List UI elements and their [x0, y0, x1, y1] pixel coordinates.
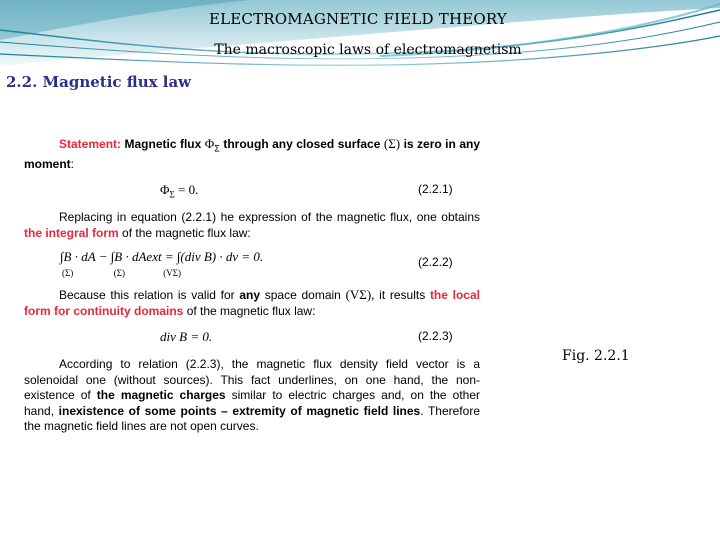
replacing-paragraph	[24, 210, 480, 241]
eq1-flux-symbol: Φ	[160, 182, 170, 198]
header-banner	[0, 0, 720, 80]
eq2-expression: ∫B · dA − ∫B · dAext = ∫(div B) · dv = 0.	[60, 249, 264, 265]
surface-symbol: (Σ)	[383, 136, 401, 151]
statement-colon: :	[70, 156, 75, 171]
section-title: 2.2. Magnetic flux law	[6, 73, 192, 91]
statement-text-c: is zero in	[403, 137, 456, 151]
statement-text-a: Magnetic flux	[124, 137, 202, 151]
according-paragraph	[24, 357, 480, 435]
according-text-a: According to relation (2.2.3), the magnetic flux density field vector is a solenoidal one (without sources). This fact underlines, on one hand, the non-existence of	[24, 357, 480, 403]
integral-form-highlight: the integral form	[24, 225, 119, 240]
because-text-c: it results	[379, 288, 426, 303]
replacing-text-a: Replacing in equation (2.2.1) he expression of the magnetic flux, one obtains	[59, 210, 480, 225]
equation-2-2-3	[24, 327, 480, 351]
any-highlight: any	[239, 288, 261, 303]
because-text-d: of the magnetic flux law:	[186, 303, 316, 318]
statement-paragraph	[24, 136, 480, 172]
eq3-expression: div B = 0.	[160, 329, 213, 345]
equation-2-2-1	[24, 180, 480, 204]
according-text-b: similar to electric charges and, on the other hand,	[24, 388, 480, 418]
statement-text-d: any moment	[24, 137, 480, 171]
header-subtitle: The macroscopic laws of electromagnetism	[214, 42, 522, 58]
flux-symbol: Φ	[204, 136, 215, 151]
because-text-b: space domain	[264, 288, 341, 303]
figure-caption: Fig. 2.2.1	[562, 348, 630, 364]
eq1-number: (2.2.1)	[418, 182, 453, 197]
magnetic-charges-highlight: the magnetic charges	[96, 388, 226, 403]
inexistence-highlight: inexistence of some points – extremity of magnetic field lines	[58, 403, 421, 418]
flux-sigma-sub: Σ	[214, 143, 220, 154]
statement-text-b: through any closed surface	[223, 137, 381, 151]
because-text-a: Because this relation is valid for	[59, 288, 235, 303]
domain-symbol: (VΣ),	[345, 287, 375, 303]
document-body	[24, 136, 480, 435]
eq1-sigma-sub: Σ	[169, 189, 175, 200]
because-paragraph	[24, 287, 480, 319]
according-text-c: . Therefore the magnetic field lines are not open curves.	[24, 403, 480, 434]
header-title: ELECTROMAGNETIC FIELD THEORY	[208, 10, 508, 28]
statement-label: Statement:	[59, 137, 122, 151]
local-form-highlight: the local form for continuity domains	[24, 288, 480, 318]
equation-2-2-2	[24, 247, 480, 281]
eq1-rhs: = 0.	[178, 182, 199, 198]
eq2-number: (2.2.2)	[418, 255, 453, 270]
replacing-text-b: of the magnetic flux law:	[122, 225, 251, 240]
eq2-limits: (Σ) (Σ) (VΣ)	[62, 268, 181, 279]
eq3-number: (2.2.3)	[418, 329, 453, 344]
